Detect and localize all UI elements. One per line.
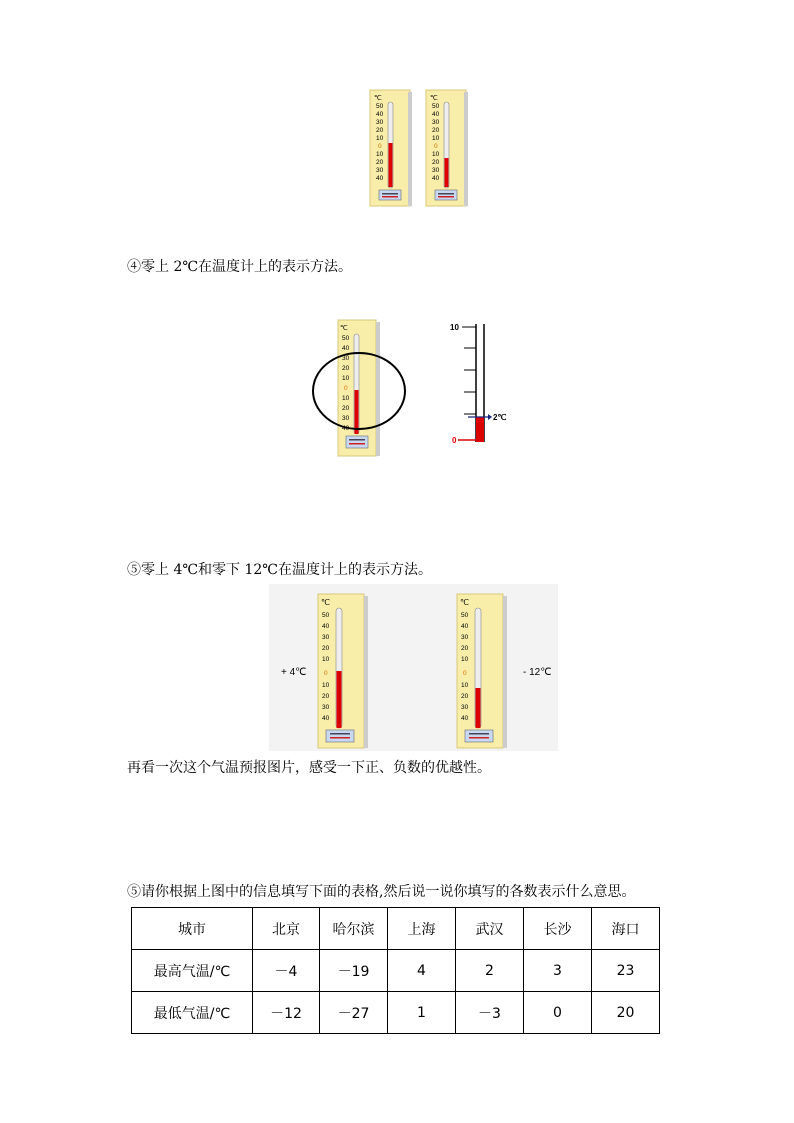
svg-text:40: 40 <box>432 111 440 118</box>
svg-text:10: 10 <box>376 135 384 142</box>
svg-text:40: 40 <box>342 425 350 432</box>
svg-text:10: 10 <box>432 135 440 142</box>
thermo-unit: ℃ <box>321 598 330 607</box>
svg-text:40: 40 <box>322 623 330 630</box>
svg-text:10: 10 <box>322 656 330 663</box>
table-cell: 23 <box>592 950 660 992</box>
svg-text:50: 50 <box>342 335 350 342</box>
table-cell: －3 <box>456 992 524 1034</box>
svg-text:20: 20 <box>342 365 350 372</box>
table-cell: 3 <box>524 950 592 992</box>
scale-top-label: 10 <box>450 323 459 332</box>
table-header-cell: 哈尔滨 <box>320 908 388 950</box>
svg-text:10: 10 <box>342 375 350 382</box>
table-cell: －4 <box>253 950 320 992</box>
thermo-unit: ℃ <box>374 95 382 102</box>
svg-text:40: 40 <box>376 175 384 182</box>
svg-text:10: 10 <box>322 682 330 689</box>
svg-text:20: 20 <box>376 159 384 166</box>
table-header-cell: 长沙 <box>524 908 592 950</box>
svg-text:10: 10 <box>376 151 384 158</box>
svg-text:40: 40 <box>376 111 384 118</box>
thermo-unit: ℃ <box>460 598 469 607</box>
table-header-cell: 北京 <box>253 908 320 950</box>
table-cell: 1 <box>388 992 456 1034</box>
section5b-text: ⑤请你根据上图中的信息填写下面的表格,然后说一说你填写的各数表示什么意思。 <box>127 884 636 900</box>
svg-text:40: 40 <box>322 715 330 722</box>
table-row <box>132 992 660 1034</box>
svg-text:10: 10 <box>461 656 469 663</box>
svg-text:20: 20 <box>322 645 330 652</box>
svg-text:30: 30 <box>322 634 330 641</box>
plus-4-label: + 4℃ <box>281 667 307 678</box>
table-cell: －12 <box>253 992 320 1034</box>
table-cell: －27 <box>320 992 388 1034</box>
thermometer-comparison-panel <box>269 584 558 751</box>
section4-text: ④零上 2℃在温度计上的表示方法。 <box>127 259 353 275</box>
table-header-row <box>132 908 660 950</box>
svg-text:30: 30 <box>432 119 440 126</box>
table-cell: 最高气温/℃ <box>132 950 253 992</box>
svg-text:30: 30 <box>461 634 469 641</box>
svg-text:20: 20 <box>432 127 440 134</box>
thermometer-circled <box>308 318 408 458</box>
svg-text:30: 30 <box>376 167 384 174</box>
svg-text:40: 40 <box>461 623 469 630</box>
svg-text:30: 30 <box>432 167 440 174</box>
svg-text:0: 0 <box>463 670 467 677</box>
scale-zero-label: 0 <box>452 436 457 445</box>
simple-scale-diagram <box>448 318 518 448</box>
svg-text:10: 10 <box>342 395 350 402</box>
svg-text:40: 40 <box>461 715 469 722</box>
svg-text:20: 20 <box>461 693 469 700</box>
table-row <box>132 950 660 992</box>
svg-text:0: 0 <box>344 385 348 392</box>
svg-text:10: 10 <box>461 682 469 689</box>
thermometer-pair-figure <box>368 88 468 208</box>
svg-text:20: 20 <box>461 645 469 652</box>
thermometer-left <box>370 90 412 206</box>
thermo-unit: ℃ <box>430 95 438 102</box>
svg-text:0: 0 <box>378 143 382 150</box>
table-cell: 2 <box>456 950 524 992</box>
svg-text:40: 40 <box>342 345 350 352</box>
svg-text:50: 50 <box>376 103 384 110</box>
thermometer-right <box>426 90 468 206</box>
svg-text:10: 10 <box>432 151 440 158</box>
table-header-cell: 城市 <box>132 908 253 950</box>
scale-arrow-label: 2℃ <box>493 413 507 422</box>
svg-text:0: 0 <box>434 143 438 150</box>
table-cell: 最低气温/℃ <box>132 992 253 1034</box>
again-paragraph: 再看一次这个气温预报图片，感受一下正、负数的优越性。 <box>127 760 491 776</box>
svg-text:50: 50 <box>322 612 330 619</box>
svg-text:20: 20 <box>376 127 384 134</box>
thermo-unit: ℃ <box>340 325 348 332</box>
table-cell: 0 <box>524 992 592 1034</box>
table-cell: 20 <box>592 992 660 1034</box>
svg-text:30: 30 <box>342 415 350 422</box>
svg-text:30: 30 <box>342 355 350 362</box>
minus-12-label: - 12℃ <box>523 667 552 678</box>
svg-text:0: 0 <box>324 670 328 677</box>
table-cell: 4 <box>388 950 456 992</box>
table-header-cell: 武汉 <box>456 908 524 950</box>
svg-text:40: 40 <box>432 175 440 182</box>
thermometer-minus-12 <box>455 592 509 750</box>
svg-text:30: 30 <box>461 704 469 711</box>
svg-text:20: 20 <box>322 693 330 700</box>
svg-text:20: 20 <box>342 405 350 412</box>
svg-text:50: 50 <box>432 103 440 110</box>
svg-text:20: 20 <box>432 159 440 166</box>
temperature-table <box>131 907 660 1034</box>
table-cell: －19 <box>320 950 388 992</box>
thermometer-plus-4 <box>316 592 370 750</box>
svg-text:50: 50 <box>461 612 469 619</box>
svg-text:30: 30 <box>322 704 330 711</box>
table-header-cell: 海口 <box>592 908 660 950</box>
svg-text:30: 30 <box>376 119 384 126</box>
section5a-text: ⑤零上 4℃和零下 12℃在温度计上的表示方法。 <box>127 562 432 578</box>
table-header-cell: 上海 <box>388 908 456 950</box>
